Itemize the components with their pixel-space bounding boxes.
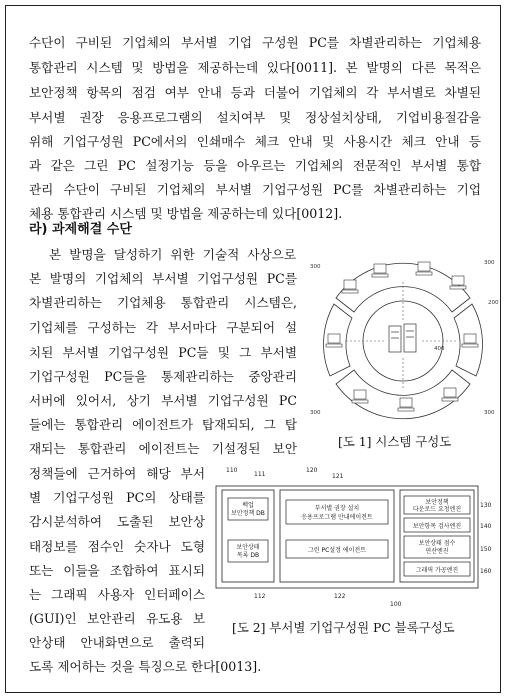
- pc-icon: [398, 398, 414, 411]
- reference-label: 120: [306, 467, 318, 474]
- pc-icon: [342, 280, 358, 293]
- reference-label: 300: [310, 264, 321, 270]
- text-line: 들에는 통합관리 에이전트가 탑재되되, 그 탑: [29, 417, 297, 432]
- server-icon: [389, 324, 416, 352]
- svg-text:그래픽 가공엔진: 그래픽 가공엔진: [415, 567, 459, 574]
- text-line: 도록 제어하는 것을 특징으로 한다[0013].: [29, 659, 262, 674]
- svg-text:다운로드 요청엔진: 다운로드 요청엔진: [412, 506, 462, 513]
- text-line: 보안정책 항목의 점검 여부 안내 등과 더불어 기업체의 각 부서별로 차별된: [29, 85, 481, 100]
- reference-label: 111: [254, 471, 266, 478]
- reference-label: 400: [434, 346, 445, 352]
- text-line: 또는 이들을 조합하여 표시되: [29, 563, 205, 578]
- pc-icon: [372, 264, 388, 277]
- reference-label: 300: [484, 260, 495, 266]
- svg-text:부서별 권장 설치: 부서별 권장 설치: [314, 505, 360, 512]
- reference-label: 110: [226, 467, 238, 474]
- figure-2-caption: [도 2] 부서별 기업구성원 PC 블록구성도: [232, 620, 455, 635]
- reference-label: 140: [480, 523, 492, 530]
- text-line: (GUI)인 보안관리 유도용 보: [29, 611, 205, 626]
- text-line: 기업체를 구성하는 각 부서마다 구분되어 설: [29, 320, 297, 335]
- pc-icon: [442, 388, 458, 401]
- text-line: 통합관리 시스템 및 방법을 제공하는데 있다[0011]. 본 발명의 다른 목적은: [29, 60, 481, 75]
- reference-label: 160: [480, 568, 492, 575]
- text-line: 서버에 있어서, 상기 부서별 기업구성원 PC: [29, 393, 297, 408]
- text-line: 는 그래픽 사용자 인터페이스: [29, 587, 205, 602]
- reference-label: 300: [484, 410, 495, 416]
- figure-2-block-diagram: [214, 464, 496, 610]
- text-line: 과 같은 그린 PC 설정기능 등을 아우르는 기업체의 전문적인 부서별 통합: [29, 158, 481, 173]
- text-line: 감시분석하여 도출된 보안상: [29, 514, 205, 529]
- pc-icon: [416, 262, 432, 275]
- reference-label: 200: [488, 300, 499, 306]
- text-line: 본 발명을 달성하기 위한 기술적 사상으로: [49, 247, 296, 262]
- text-line: 체용 통합관리 시스템 및 방법을 제공하는데 있다[0012].: [29, 206, 343, 221]
- svg-text:백업: 백업: [242, 502, 254, 509]
- text-line: 부서별 권장 응용프로그램의 설치여부 및 정상설치상태, 기업비용절감을: [29, 110, 481, 125]
- svg-text:목록 DB: 목록 DB: [236, 552, 260, 559]
- pc-icon: [450, 276, 466, 289]
- reference-label: 121: [332, 473, 344, 480]
- reference-label: 150: [480, 546, 492, 553]
- svg-text:보안상태 점수: 보안상태 점수: [418, 540, 456, 547]
- text-line: 위해 기업구성원 PC에서의 인쇄매수 체크 안내 및 사용시간 체크 안내 등: [29, 134, 481, 149]
- reference-label: 130: [480, 502, 492, 509]
- svg-text:연산엔진: 연산엔진: [425, 548, 449, 555]
- figure-1-system-diagram: [306, 238, 500, 428]
- text-line: 차별관리하는 기업체용 통합관리 시스템은,: [29, 295, 297, 310]
- text-line: 기업구성원 PC들을 통제관리하는 중앙관리: [29, 369, 297, 384]
- svg-text:응용프로그램 안내에이전트: 응용프로그램 안내에이전트: [301, 514, 373, 521]
- svg-text:보안정책: 보안정책: [425, 499, 449, 506]
- text-line: 관리 수단이 구비된 기업체의 부서별 기업구성원 PC를 차별관리하는 기업: [29, 182, 481, 197]
- text-line: 별 기업구성원 PC의 상태를: [29, 490, 205, 505]
- text-line: 안상태 안내화면으로 출력되: [29, 635, 205, 650]
- text-line: 태정보를 점수인 숫자나 도형: [29, 539, 205, 554]
- svg-text:보안상태: 보안상태: [236, 544, 260, 551]
- reference-label: 122: [334, 593, 346, 600]
- reference-label: 112: [254, 593, 266, 600]
- text-line: 수단이 구비된 기업체의 부서별 기업 구성원 PC를 차별관리하는 기업체용: [29, 35, 481, 50]
- reference-label: 100: [390, 601, 402, 608]
- figure-1-caption: [도 1] 시스템 구성도: [338, 434, 452, 449]
- svg-text:보안정책 DB: 보안정책 DB: [231, 510, 265, 517]
- pc-icon: [352, 390, 368, 403]
- text-line: 재되는 통합관리 에이전트는 기설정된 보안: [29, 441, 297, 456]
- svg-text:그린 PC설정 에이전트: 그린 PC설정 에이전트: [308, 547, 366, 554]
- pc-icon: [326, 334, 342, 347]
- pc-icon: [462, 334, 478, 347]
- section-heading: 라) 과제해결 수단: [29, 222, 132, 237]
- text-line: 정책들에 근거하여 해당 부서: [29, 466, 205, 481]
- svg-text:보안항목 검사엔진: 보안항목 검사엔진: [412, 523, 462, 530]
- text-line: 본 발명의 기업체의 부서별 기업구성원 PC를: [29, 271, 297, 286]
- text-line: 치된 부서별 기업구성원 PC들 및 그 부서별: [29, 345, 297, 360]
- reference-label: 300: [310, 410, 321, 416]
